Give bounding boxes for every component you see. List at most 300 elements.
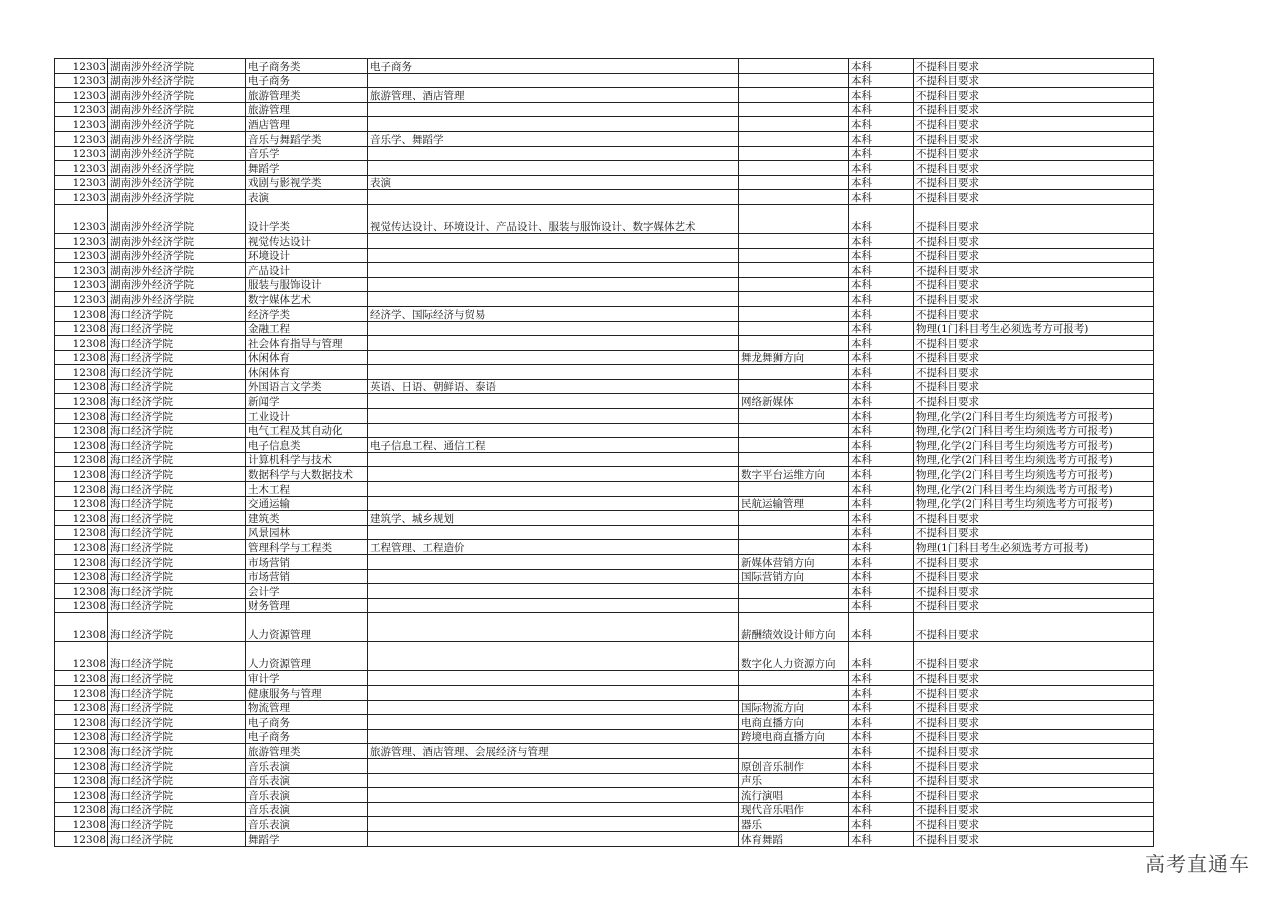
direction-cell: 现代音乐唱作: [739, 802, 849, 817]
school-name-cell: 海口经济学院: [108, 423, 246, 438]
direction-cell: [739, 540, 849, 555]
school-code-cell: 12308: [55, 467, 108, 482]
subject-requirement-cell: 不提科目要求: [914, 365, 1154, 380]
subject-requirement-cell: 不提科目要求: [914, 715, 1154, 730]
level-cell: 本科: [849, 248, 914, 263]
table-row: [55, 190, 1154, 205]
table-row: [55, 613, 1154, 642]
school-code-cell: 12308: [55, 715, 108, 730]
school-name-cell: 海口经济学院: [108, 729, 246, 744]
major-category-cell: 经济学类: [246, 306, 368, 321]
school-code-cell: 12308: [55, 496, 108, 511]
table-row: [55, 671, 1154, 686]
table-row: [55, 233, 1154, 248]
level-cell: 本科: [849, 365, 914, 380]
table-row: [55, 423, 1154, 438]
direction-cell: [739, 204, 849, 233]
school-code-cell: 12308: [55, 817, 108, 832]
table-row: [55, 715, 1154, 730]
direction-cell: [739, 59, 849, 74]
major-category-cell: 音乐学: [246, 146, 368, 161]
major-category-cell: 金融工程: [246, 321, 368, 336]
school-name-cell: 海口经济学院: [108, 744, 246, 759]
school-code-cell: 12303: [55, 248, 108, 263]
school-code-cell: 12308: [55, 598, 108, 613]
direction-cell: [739, 584, 849, 599]
direction-cell: [739, 161, 849, 176]
table-row: [55, 569, 1154, 584]
school-name-cell: 湖南涉外经济学院: [108, 88, 246, 103]
included-majors-cell: [368, 831, 739, 846]
subject-requirement-cell: 不提科目要求: [914, 102, 1154, 117]
direction-cell: [739, 190, 849, 205]
major-category-cell: 审计学: [246, 671, 368, 686]
level-cell: 本科: [849, 671, 914, 686]
table-row: [55, 831, 1154, 846]
school-code-cell: 12308: [55, 394, 108, 409]
included-majors-cell: [368, 482, 739, 497]
direction-cell: [739, 685, 849, 700]
school-code-cell: 12303: [55, 131, 108, 146]
school-name-cell: 海口经济学院: [108, 773, 246, 788]
included-majors-cell: 工程管理、工程造价: [368, 540, 739, 555]
school-code-cell: 12308: [55, 482, 108, 497]
table-row: [55, 817, 1154, 832]
included-majors-cell: [368, 729, 739, 744]
school-name-cell: 湖南涉外经济学院: [108, 277, 246, 292]
direction-cell: [739, 292, 849, 307]
subject-requirement-cell: 不提科目要求: [914, 744, 1154, 759]
level-cell: 本科: [849, 394, 914, 409]
school-name-cell: 海口经济学院: [108, 467, 246, 482]
included-majors-cell: 旅游管理、酒店管理: [368, 88, 739, 103]
subject-requirement-cell: 不提科目要求: [914, 817, 1154, 832]
school-name-cell: 湖南涉外经济学院: [108, 102, 246, 117]
direction-cell: [739, 248, 849, 263]
subject-requirement-cell: 不提科目要求: [914, 350, 1154, 365]
school-name-cell: 海口经济学院: [108, 788, 246, 803]
level-cell: 本科: [849, 321, 914, 336]
subject-requirement-cell: 不提科目要求: [914, 263, 1154, 278]
level-cell: 本科: [849, 452, 914, 467]
school-code-cell: 12303: [55, 73, 108, 88]
major-category-cell: 电子商务: [246, 73, 368, 88]
level-cell: 本科: [849, 131, 914, 146]
school-name-cell: 湖南涉外经济学院: [108, 161, 246, 176]
major-category-cell: 交通运输: [246, 496, 368, 511]
direction-cell: [739, 365, 849, 380]
direction-cell: [739, 277, 849, 292]
level-cell: 本科: [849, 831, 914, 846]
school-name-cell: 湖南涉外经济学院: [108, 233, 246, 248]
major-category-cell: 休闲体育: [246, 365, 368, 380]
table-row: [55, 409, 1154, 424]
direction-cell: 数字化人力资源方向: [739, 642, 849, 671]
major-category-cell: 休闲体育: [246, 350, 368, 365]
direction-cell: [739, 336, 849, 351]
table-row: [55, 394, 1154, 409]
level-cell: 本科: [849, 59, 914, 74]
level-cell: 本科: [849, 758, 914, 773]
level-cell: 本科: [849, 277, 914, 292]
direction-cell: 流行演唱: [739, 788, 849, 803]
major-category-cell: 财务管理: [246, 598, 368, 613]
school-name-cell: 海口经济学院: [108, 365, 246, 380]
level-cell: 本科: [849, 438, 914, 453]
direction-cell: 舞龙舞狮方向: [739, 350, 849, 365]
level-cell: 本科: [849, 569, 914, 584]
included-majors-cell: [368, 117, 739, 132]
school-code-cell: 12308: [55, 555, 108, 570]
level-cell: 本科: [849, 496, 914, 511]
subject-requirement-cell: 不提科目要求: [914, 117, 1154, 132]
included-majors-cell: 英语、日语、朝鲜语、泰语: [368, 379, 739, 394]
level-cell: 本科: [849, 511, 914, 526]
subject-requirement-cell: 不提科目要求: [914, 190, 1154, 205]
level-cell: 本科: [849, 190, 914, 205]
school-code-cell: 12308: [55, 569, 108, 584]
major-category-cell: 物流管理: [246, 700, 368, 715]
level-cell: 本科: [849, 715, 914, 730]
school-code-cell: 12308: [55, 758, 108, 773]
subject-requirement-cell: 不提科目要求: [914, 729, 1154, 744]
included-majors-cell: 电子商务: [368, 59, 739, 74]
school-code-cell: 12308: [55, 365, 108, 380]
school-name-cell: 海口经济学院: [108, 511, 246, 526]
school-code-cell: 12303: [55, 146, 108, 161]
school-code-cell: 12308: [55, 511, 108, 526]
included-majors-cell: [368, 671, 739, 686]
table-row: [55, 802, 1154, 817]
major-category-cell: 戏剧与影视学类: [246, 175, 368, 190]
school-name-cell: 湖南涉外经济学院: [108, 131, 246, 146]
table-row: [55, 467, 1154, 482]
table-row: [55, 350, 1154, 365]
level-cell: 本科: [849, 700, 914, 715]
major-category-cell: 视觉传达设计: [246, 233, 368, 248]
major-category-cell: 新闻学: [246, 394, 368, 409]
major-category-cell: 外国语言文学类: [246, 379, 368, 394]
school-name-cell: 海口经济学院: [108, 321, 246, 336]
direction-cell: 新媒体营销方向: [739, 555, 849, 570]
school-name-cell: 海口经济学院: [108, 671, 246, 686]
direction-cell: [739, 321, 849, 336]
watermark-logo: 高考直通车: [1145, 852, 1250, 876]
school-name-cell: 海口经济学院: [108, 685, 246, 700]
school-name-cell: 海口经济学院: [108, 642, 246, 671]
included-majors-cell: [368, 263, 739, 278]
table-row: [55, 744, 1154, 759]
school-name-cell: 海口经济学院: [108, 482, 246, 497]
level-cell: 本科: [849, 598, 914, 613]
table-row: [55, 131, 1154, 146]
level-cell: 本科: [849, 204, 914, 233]
table-row: [55, 263, 1154, 278]
subject-requirement-cell: 物理,化学(2门科目考生均须选考方可报考): [914, 438, 1154, 453]
school-code-cell: 12308: [55, 671, 108, 686]
major-category-cell: 人力资源管理: [246, 613, 368, 642]
included-majors-cell: [368, 496, 739, 511]
direction-cell: [739, 452, 849, 467]
included-majors-cell: [368, 190, 739, 205]
subject-requirement-cell: 不提科目要求: [914, 511, 1154, 526]
school-name-cell: 海口经济学院: [108, 379, 246, 394]
subject-requirement-cell: 不提科目要求: [914, 204, 1154, 233]
included-majors-cell: 经济学、国际经济与贸易: [368, 306, 739, 321]
table-body: [55, 59, 1154, 847]
school-code-cell: 12308: [55, 350, 108, 365]
included-majors-cell: [368, 423, 739, 438]
school-code-cell: 12303: [55, 59, 108, 74]
subject-requirement-cell: 不提科目要求: [914, 758, 1154, 773]
school-code-cell: 12308: [55, 729, 108, 744]
school-name-cell: 海口经济学院: [108, 758, 246, 773]
level-cell: 本科: [849, 467, 914, 482]
included-majors-cell: 电子信息工程、通信工程: [368, 438, 739, 453]
major-category-cell: 舞蹈学: [246, 831, 368, 846]
table-row: [55, 758, 1154, 773]
direction-cell: 薪酬绩效设计师方向: [739, 613, 849, 642]
level-cell: 本科: [849, 788, 914, 803]
school-code-cell: 12308: [55, 685, 108, 700]
major-category-cell: 旅游管理类: [246, 88, 368, 103]
table-row: [55, 685, 1154, 700]
level-cell: 本科: [849, 88, 914, 103]
major-category-cell: 工业设计: [246, 409, 368, 424]
school-name-cell: 海口经济学院: [108, 452, 246, 467]
school-code-cell: 12303: [55, 233, 108, 248]
direction-cell: [739, 73, 849, 88]
major-category-cell: 人力资源管理: [246, 642, 368, 671]
table-row: [55, 102, 1154, 117]
school-name-cell: 海口经济学院: [108, 336, 246, 351]
subject-requirement-cell: 不提科目要求: [914, 394, 1154, 409]
direction-cell: 电商直播方向: [739, 715, 849, 730]
school-code-cell: 12303: [55, 161, 108, 176]
included-majors-cell: [368, 700, 739, 715]
table-row: [55, 73, 1154, 88]
subject-requirement-cell: 物理,化学(2门科目考生均须选考方可报考): [914, 482, 1154, 497]
included-majors-cell: [368, 102, 739, 117]
major-category-cell: 社会体育指导与管理: [246, 336, 368, 351]
school-name-cell: 湖南涉外经济学院: [108, 190, 246, 205]
school-name-cell: 湖南涉外经济学院: [108, 59, 246, 74]
table-row: [55, 511, 1154, 526]
major-category-cell: 服装与服饰设计: [246, 277, 368, 292]
school-code-cell: 12308: [55, 802, 108, 817]
major-category-cell: 环境设计: [246, 248, 368, 263]
included-majors-cell: [368, 409, 739, 424]
subject-requirement-cell: 不提科目要求: [914, 613, 1154, 642]
level-cell: 本科: [849, 802, 914, 817]
school-code-cell: 12308: [55, 744, 108, 759]
major-category-cell: 产品设计: [246, 263, 368, 278]
direction-cell: [739, 525, 849, 540]
school-code-cell: 12308: [55, 336, 108, 351]
subject-requirement-cell: 不提科目要求: [914, 277, 1154, 292]
school-code-cell: 12308: [55, 642, 108, 671]
direction-cell: [739, 671, 849, 686]
table-row: [55, 482, 1154, 497]
table-row: [55, 598, 1154, 613]
major-category-cell: 旅游管理: [246, 102, 368, 117]
included-majors-cell: [368, 613, 739, 642]
direction-cell: [739, 482, 849, 497]
included-majors-cell: [368, 598, 739, 613]
included-majors-cell: 表演: [368, 175, 739, 190]
direction-cell: 民航运输管理: [739, 496, 849, 511]
table-row: [55, 161, 1154, 176]
school-name-cell: 海口经济学院: [108, 817, 246, 832]
major-category-cell: 市场营销: [246, 569, 368, 584]
included-majors-cell: [368, 555, 739, 570]
school-code-cell: 12308: [55, 423, 108, 438]
major-category-cell: 表演: [246, 190, 368, 205]
major-category-cell: 电子信息类: [246, 438, 368, 453]
school-name-cell: 海口经济学院: [108, 700, 246, 715]
included-majors-cell: 音乐学、舞蹈学: [368, 131, 739, 146]
subject-requirement-cell: 不提科目要求: [914, 292, 1154, 307]
level-cell: 本科: [849, 423, 914, 438]
included-majors-cell: 建筑学、城乡规划: [368, 511, 739, 526]
subject-requirement-cell: 不提科目要求: [914, 671, 1154, 686]
school-name-cell: 湖南涉外经济学院: [108, 248, 246, 263]
included-majors-cell: [368, 146, 739, 161]
level-cell: 本科: [849, 555, 914, 570]
included-majors-cell: [368, 642, 739, 671]
major-category-cell: 健康服务与管理: [246, 685, 368, 700]
level-cell: 本科: [849, 175, 914, 190]
school-name-cell: 海口经济学院: [108, 598, 246, 613]
level-cell: 本科: [849, 146, 914, 161]
major-category-cell: 旅游管理类: [246, 744, 368, 759]
school-name-cell: 海口经济学院: [108, 831, 246, 846]
level-cell: 本科: [849, 729, 914, 744]
major-category-cell: 音乐表演: [246, 802, 368, 817]
school-code-cell: 12308: [55, 321, 108, 336]
table-row: [55, 452, 1154, 467]
table-row: [55, 306, 1154, 321]
table-row: [55, 525, 1154, 540]
school-code-cell: 12308: [55, 773, 108, 788]
direction-cell: [739, 263, 849, 278]
direction-cell: [739, 379, 849, 394]
direction-cell: 声乐: [739, 773, 849, 788]
major-category-cell: 市场营销: [246, 555, 368, 570]
school-name-cell: 湖南涉外经济学院: [108, 146, 246, 161]
included-majors-cell: [368, 292, 739, 307]
table-row: [55, 642, 1154, 671]
table-row: [55, 248, 1154, 263]
included-majors-cell: [368, 584, 739, 599]
table-row: [55, 379, 1154, 394]
subject-requirement-cell: 物理,化学(2门科目考生均须选考方可报考): [914, 423, 1154, 438]
school-name-cell: 湖南涉外经济学院: [108, 73, 246, 88]
subject-requirement-cell: 不提科目要求: [914, 598, 1154, 613]
included-majors-cell: [368, 394, 739, 409]
major-category-cell: 音乐与舞蹈学类: [246, 131, 368, 146]
table-row: [55, 540, 1154, 555]
included-majors-cell: [368, 817, 739, 832]
school-code-cell: 12303: [55, 292, 108, 307]
subject-requirement-cell: 物理,化学(2门科目考生均须选考方可报考): [914, 467, 1154, 482]
subject-requirement-cell: 不提科目要求: [914, 642, 1154, 671]
subject-requirement-cell: 物理,化学(2门科目考生均须选考方可报考): [914, 496, 1154, 511]
table-row: [55, 146, 1154, 161]
included-majors-cell: [368, 161, 739, 176]
school-name-cell: 湖南涉外经济学院: [108, 117, 246, 132]
direction-cell: 国际物流方向: [739, 700, 849, 715]
included-majors-cell: [368, 788, 739, 803]
major-category-cell: 音乐表演: [246, 788, 368, 803]
subject-requirement-cell: 不提科目要求: [914, 831, 1154, 846]
direction-cell: [739, 744, 849, 759]
school-code-cell: 12303: [55, 175, 108, 190]
school-name-cell: 海口经济学院: [108, 540, 246, 555]
school-code-cell: 12308: [55, 525, 108, 540]
school-name-cell: 海口经济学院: [108, 438, 246, 453]
level-cell: 本科: [849, 744, 914, 759]
school-code-cell: 12308: [55, 700, 108, 715]
subject-requirement-cell: 不提科目要求: [914, 569, 1154, 584]
included-majors-cell: [368, 773, 739, 788]
table-row: [55, 496, 1154, 511]
table-row: [55, 584, 1154, 599]
subject-requirement-cell: 不提科目要求: [914, 146, 1154, 161]
direction-cell: [739, 175, 849, 190]
level-cell: 本科: [849, 117, 914, 132]
major-category-cell: 风景园林: [246, 525, 368, 540]
direction-cell: [739, 409, 849, 424]
direction-cell: [739, 438, 849, 453]
major-category-cell: 酒店管理: [246, 117, 368, 132]
direction-cell: 数字平台运维方向: [739, 467, 849, 482]
included-majors-cell: [368, 802, 739, 817]
subject-requirement-cell: 物理(1门科目考生必须选考方可报考): [914, 540, 1154, 555]
school-code-cell: 12308: [55, 788, 108, 803]
direction-cell: [739, 117, 849, 132]
school-name-cell: 海口经济学院: [108, 394, 246, 409]
level-cell: 本科: [849, 379, 914, 394]
school-code-cell: 12308: [55, 452, 108, 467]
included-majors-cell: [368, 758, 739, 773]
table-row: [55, 88, 1154, 103]
subject-requirement-cell: 不提科目要求: [914, 788, 1154, 803]
school-name-cell: 海口经济学院: [108, 496, 246, 511]
direction-cell: [739, 102, 849, 117]
included-majors-cell: [368, 467, 739, 482]
school-name-cell: 海口经济学院: [108, 715, 246, 730]
subject-requirement-cell: 物理,化学(2门科目考生均须选考方可报考): [914, 452, 1154, 467]
included-majors-cell: 视觉传达设计、环境设计、产品设计、服装与服饰设计、数字媒体艺术: [368, 204, 739, 233]
subject-requirement-cell: 不提科目要求: [914, 336, 1154, 351]
subject-requirement-cell: 不提科目要求: [914, 59, 1154, 74]
included-majors-cell: [368, 277, 739, 292]
subject-requirement-cell: 不提科目要求: [914, 773, 1154, 788]
major-category-cell: 舞蹈学: [246, 161, 368, 176]
school-code-cell: 12303: [55, 88, 108, 103]
level-cell: 本科: [849, 540, 914, 555]
included-majors-cell: [368, 233, 739, 248]
school-code-cell: 12308: [55, 306, 108, 321]
major-category-cell: 电气工程及其自动化: [246, 423, 368, 438]
direction-cell: [739, 88, 849, 103]
subject-requirement-cell: 不提科目要求: [914, 73, 1154, 88]
table-row: [55, 700, 1154, 715]
school-name-cell: 海口经济学院: [108, 525, 246, 540]
school-code-cell: 12308: [55, 831, 108, 846]
table-row: [55, 773, 1154, 788]
